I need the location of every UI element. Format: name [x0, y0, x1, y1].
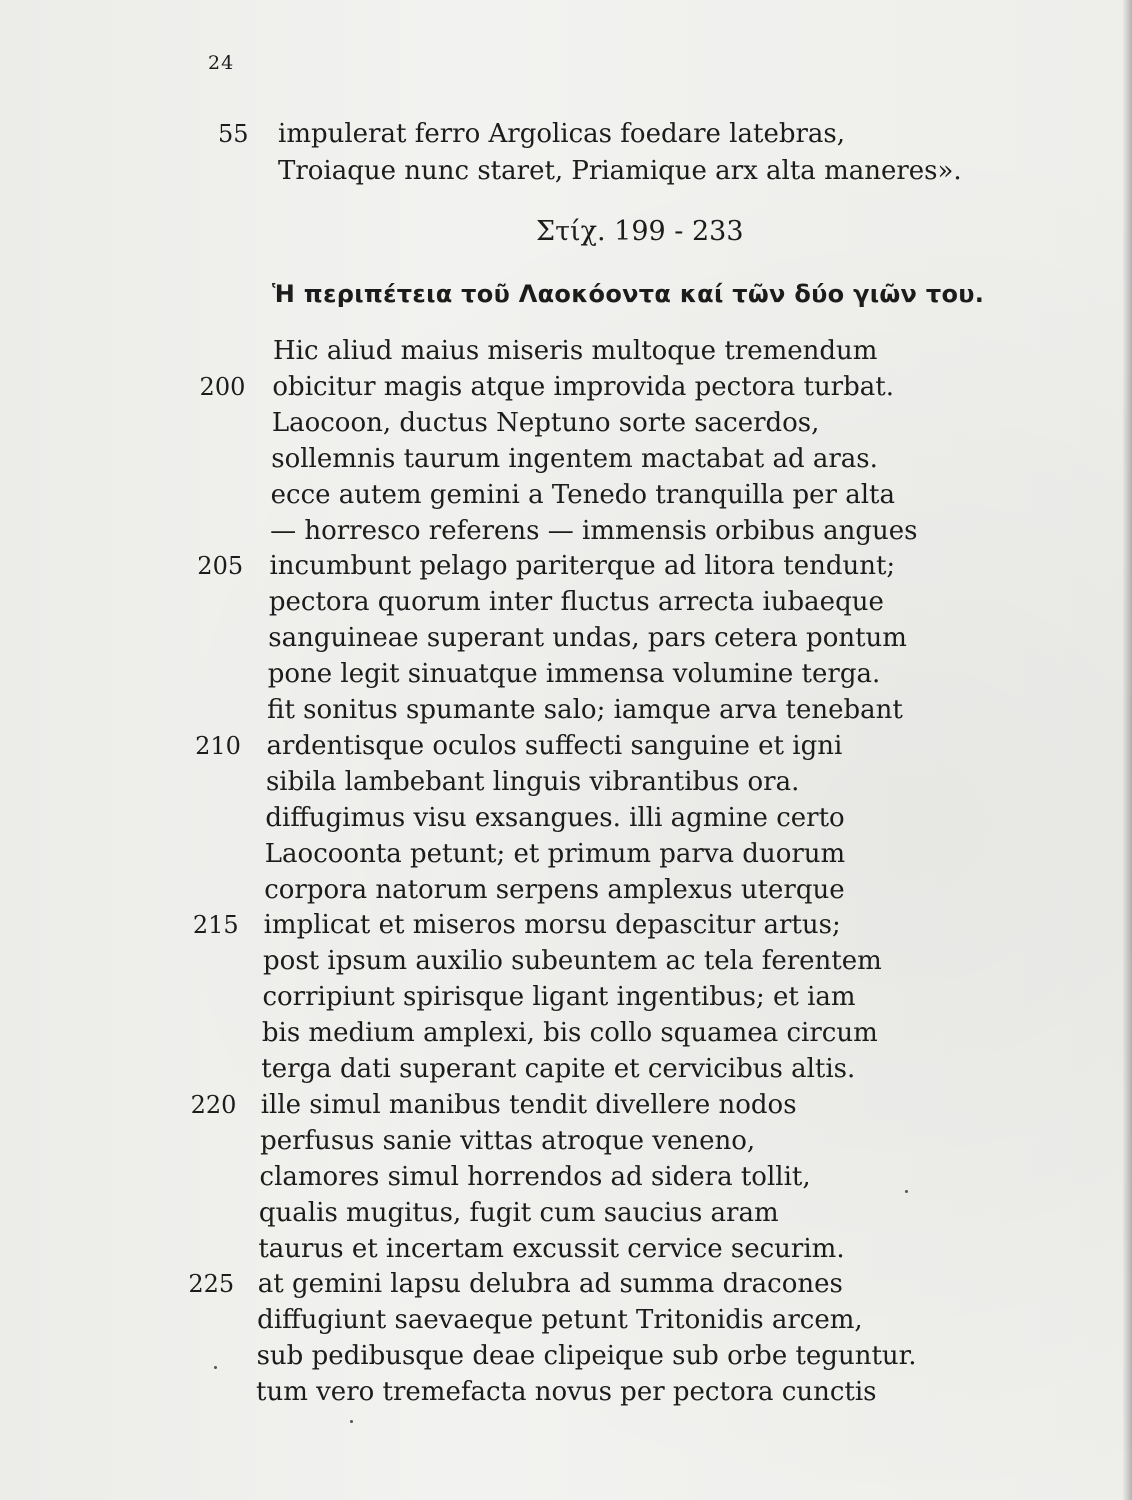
- verse-line: sanguineae superant undas, pars cetera pontum: [268, 623, 907, 654]
- verse-line: corpora natorum serpens amplexus uterque: [264, 874, 845, 905]
- paper-speck: [214, 1366, 217, 1369]
- verse-line: bis medium amplexi, bis collo squamea circum: [261, 1018, 878, 1049]
- verse-line: at gemini lapsu delubra ad summa dracones: [257, 1269, 843, 1300]
- section-title: Στίχ. 199 - 233: [536, 216, 744, 247]
- line-number: 210: [195, 731, 241, 760]
- verse-line: — horresco referens — immensis orbibus angues: [270, 515, 918, 546]
- page-edge-shadow: [1122, 0, 1132, 1500]
- verse-line: terga dati superant capite et cervicibus altis.: [261, 1054, 856, 1084]
- verse-line: diffugimus visu exsangues. illi agmine certo: [265, 802, 845, 833]
- line-number: 205: [197, 552, 244, 581]
- verse-line: Hic aliud maius miseris multoque tremendum: [273, 336, 878, 366]
- verse-line: impulerat ferro Argolicas foedare latebras,: [278, 119, 846, 149]
- verse-line: Laocoon, ductus Neptuno sorte sacerdos,: [271, 407, 820, 438]
- verse-line: tum vero tremefacta novus per pectora cunctis: [256, 1377, 877, 1408]
- verse-line: Laocoonta petunt; et primum parva duorum: [264, 838, 846, 869]
- line-number: 215: [192, 911, 239, 940]
- verse-line: taurus et incertam excussit cervice securim.: [258, 1233, 845, 1264]
- verse-line: ecce autem gemini a Tenedo tranquilla per alta: [270, 479, 896, 510]
- page-number: 24: [208, 52, 235, 74]
- paper-speck: [905, 1190, 908, 1193]
- verse-line: obicitur magis atque improvida pectora turbat.: [272, 371, 894, 402]
- verse-line: fit sonitus spumante salo; iamque arva tenebant: [267, 695, 903, 725]
- verse-line: sub pedibusque deae clipeique sub orbe teguntur.: [256, 1341, 917, 1372]
- line-number: 200: [199, 372, 246, 401]
- verse-line: Troiaque nunc staret, Priamique arx alta maneres».: [278, 156, 962, 186]
- line-number: 225: [188, 1270, 235, 1299]
- greek-heading: Ἡ περιπέτεια τοῦ Λαοκόοντα καί τῶν δύο γιῶν του.: [272, 280, 985, 308]
- verse-line: incumbunt pelago pariterque ad litora tendunt;: [269, 551, 896, 582]
- verse-line: pone legit sinuatque immensa volumine terga.: [267, 659, 881, 690]
- verse-line: sibila lambebant linguis vibrantibus ora.: [265, 766, 800, 797]
- verse-line: post ipsum auxilio subeuntem ac tela ferentem: [263, 946, 882, 977]
- verse-line: ille simul manibus tendit divellere nodos: [260, 1089, 797, 1120]
- verse-line: sollemnis taurum ingentem mactabat ad aras.: [271, 443, 878, 474]
- paper-speck: [350, 1420, 353, 1423]
- line-number: 55: [218, 120, 249, 148]
- verse-line: implicat et miseros morsu depascitur artus;: [263, 910, 841, 941]
- verse-line: clamores simul horrendos ad sidera tollit,: [259, 1161, 811, 1192]
- line-number: 220: [190, 1090, 237, 1119]
- verse-line: pectora quorum inter fluctus arrecta iubaeque: [268, 587, 884, 618]
- verse-line: qualis mugitus, fugit cum saucius aram: [258, 1197, 779, 1228]
- verse-line: ardentisque oculos suffecti sanguine et igni: [266, 730, 843, 761]
- verse-line: diffugiunt saevaeque petunt Tritonidis arcem,: [257, 1305, 863, 1336]
- verse-line: corripiunt spirisque ligant ingentibus; et iam: [262, 982, 856, 1013]
- verse-line: perfusus sanie vittas atroque veneno,: [260, 1125, 756, 1156]
